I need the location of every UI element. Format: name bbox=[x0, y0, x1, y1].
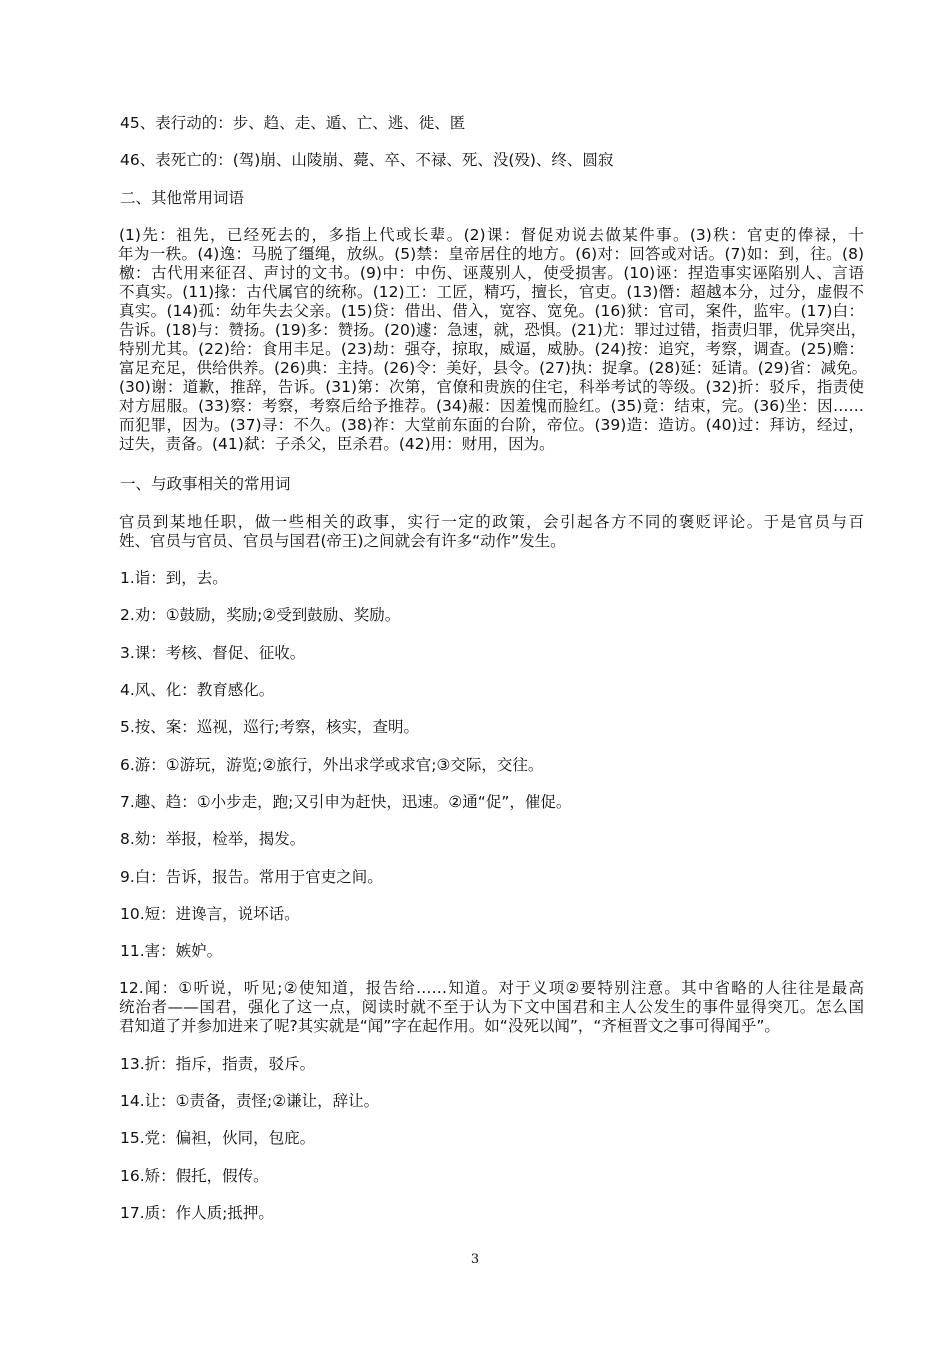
text-line: 君知道了并参加进来了呢?其实就是“闻”字在起作用。如“没死以闻”，“齐桓晋文之事可得闻乎”。 bbox=[119, 1017, 780, 1035]
entry-16: 16.矫：假托，假传。 bbox=[120, 1167, 269, 1185]
text-line: 富足充足，供给供养。(26)典：主持。(26)令：美好，县令。(27)执：捉拿。(28)延：延请。(29)省：减免。 bbox=[119, 359, 868, 377]
text-line: 檄：古代用来征召、声讨的文书。(9)中：中伤、诬蔑别人，使受损害。(10)诬：捏造事实诬陷别人、言语 bbox=[119, 264, 864, 282]
text-line: 年为一秩。(4)逸：马脱了缰绳，放纵。(5)禁：皇帝居住的地方。(6)对：回答或对话。(7)如：到，往。(8) bbox=[118, 245, 864, 263]
heading-other-terms: 二、其他常用词语 bbox=[120, 189, 245, 207]
entry-17: 17.质：作人质;抵押。 bbox=[120, 1204, 274, 1222]
entry-11: 11.害：嫉妒。 bbox=[120, 942, 223, 960]
line-46: 46、表死亡的：(驾)崩、山陵崩、薨、卒、不禄、死、没(殁)、终、圆寂 bbox=[120, 151, 614, 169]
paragraph-intro bbox=[119, 513, 864, 551]
entry-14: 14.让：①责备，责怪;②谦让，辞让。 bbox=[120, 1092, 380, 1110]
entry-9: 9.白：告诉，报告。常用于官吏之间。 bbox=[120, 868, 383, 886]
text-line: 官员到某地任职，做一些相关的政事，实行一定的政策，会引起各方不同的褒贬评论。于是官员与百 bbox=[119, 513, 864, 531]
entry-8: 8.劾：举报，检举，揭发。 bbox=[120, 830, 306, 848]
paragraph-term-list bbox=[118, 226, 868, 454]
text-line: 统治者——国君，强化了这一点，阅读时就不至于认为下文中国君和主人公发生的事件显得突兀。怎么国 bbox=[119, 998, 864, 1016]
text-line: 告诉。(18)与：赞扬。(19)多：赞扬。(20)遽：急速，就，恐惧。(21)尤：罪过过错，指责归罪，优异突出， bbox=[119, 321, 867, 339]
entry-7: 7.趣、趋：①小步走，跑;又引申为赶快，迅速。②通“促”，催促。 bbox=[120, 793, 572, 811]
entry-5: 5.按、案：巡视，巡行;考察，核实，查明。 bbox=[120, 718, 420, 736]
entry-4: 4.风、化：教育感化。 bbox=[120, 681, 275, 699]
text-line: 不真实。(11)掾：古代属官的统称。(12)工：工匠，精巧，擅长，官吏。(13)僭：超越本分，过分，虚假不 bbox=[119, 283, 864, 301]
text-line: (30)谢：道歉，推辞，告诉。(31)第：次第，官僚和贵族的住宅，科举考试的等级。(32)折：驳斥，指责使 bbox=[119, 378, 864, 396]
entry-2: 2.劝：①鼓励，奖励;②受到鼓励、奖励。 bbox=[120, 606, 401, 624]
entry-6: 6.游：①游玩，游览;②旅行，外出求学或求官;③交际，交往。 bbox=[120, 756, 544, 774]
entry-12 bbox=[119, 979, 864, 1036]
text-line: 姓、官员与官员、官员与国君(帝王)之间就会有许多“动作”发生。 bbox=[119, 532, 566, 550]
entry-13: 13.折：指斥，指责，驳斥。 bbox=[120, 1055, 316, 1073]
entry-10: 10.短：进谗言，说坏话。 bbox=[120, 905, 300, 923]
text-line: 12.闻：①听说，听见;②使知道，报告给……知道。对于义项②要特别注意。其中省略的人往往是最高 bbox=[119, 979, 864, 997]
page-number: 3 bbox=[470, 1252, 480, 1267]
text-line: 过失，责备。(41)弑：子杀父，臣杀君。(42)用：财用，因为。 bbox=[119, 435, 555, 453]
entry-1: 1.诣：到，去。 bbox=[120, 569, 228, 587]
line-45: 45、表行动的：步、趋、走、遁、亡、逃、徙、匿 bbox=[120, 114, 466, 132]
text-line: 特别尤其。(22)给：食用丰足。(23)劫：强夺，掠取，威逼，威胁。(24)按：追究，考察，调查。(25)赡： bbox=[119, 340, 864, 358]
heading-politics-terms: 一、与政事相关的常用词 bbox=[120, 475, 291, 493]
entry-15: 15.党：偏袒，伙同，包庇。 bbox=[120, 1129, 316, 1147]
text-line: 而犯罪，因为。(37)寻：不久。(38)祚：大堂前东面的台阶，帝位。(39)造：造访。(40)过：拜访，经过， bbox=[119, 416, 864, 434]
entry-3: 3.课：考核、督促、征收。 bbox=[120, 644, 306, 662]
text-line: (1)先：祖先，已经死去的，多指上代或长辈。(2)课：督促劝说去做某件事。(3)秩：官吏的俸禄，十 bbox=[119, 226, 864, 244]
text-line: 对方屈服。(33)察：考察，考察后给予推荐。(34)赧：因羞愧而脸红。(35)竟：结束，完。(36)坐：因…… bbox=[119, 397, 864, 415]
text-line: 真实。(14)孤：幼年失去父亲。(15)贷：借出、借入，宽容、宽免。(16)狱：官司，案件，监牢。(17)白： bbox=[119, 302, 864, 320]
